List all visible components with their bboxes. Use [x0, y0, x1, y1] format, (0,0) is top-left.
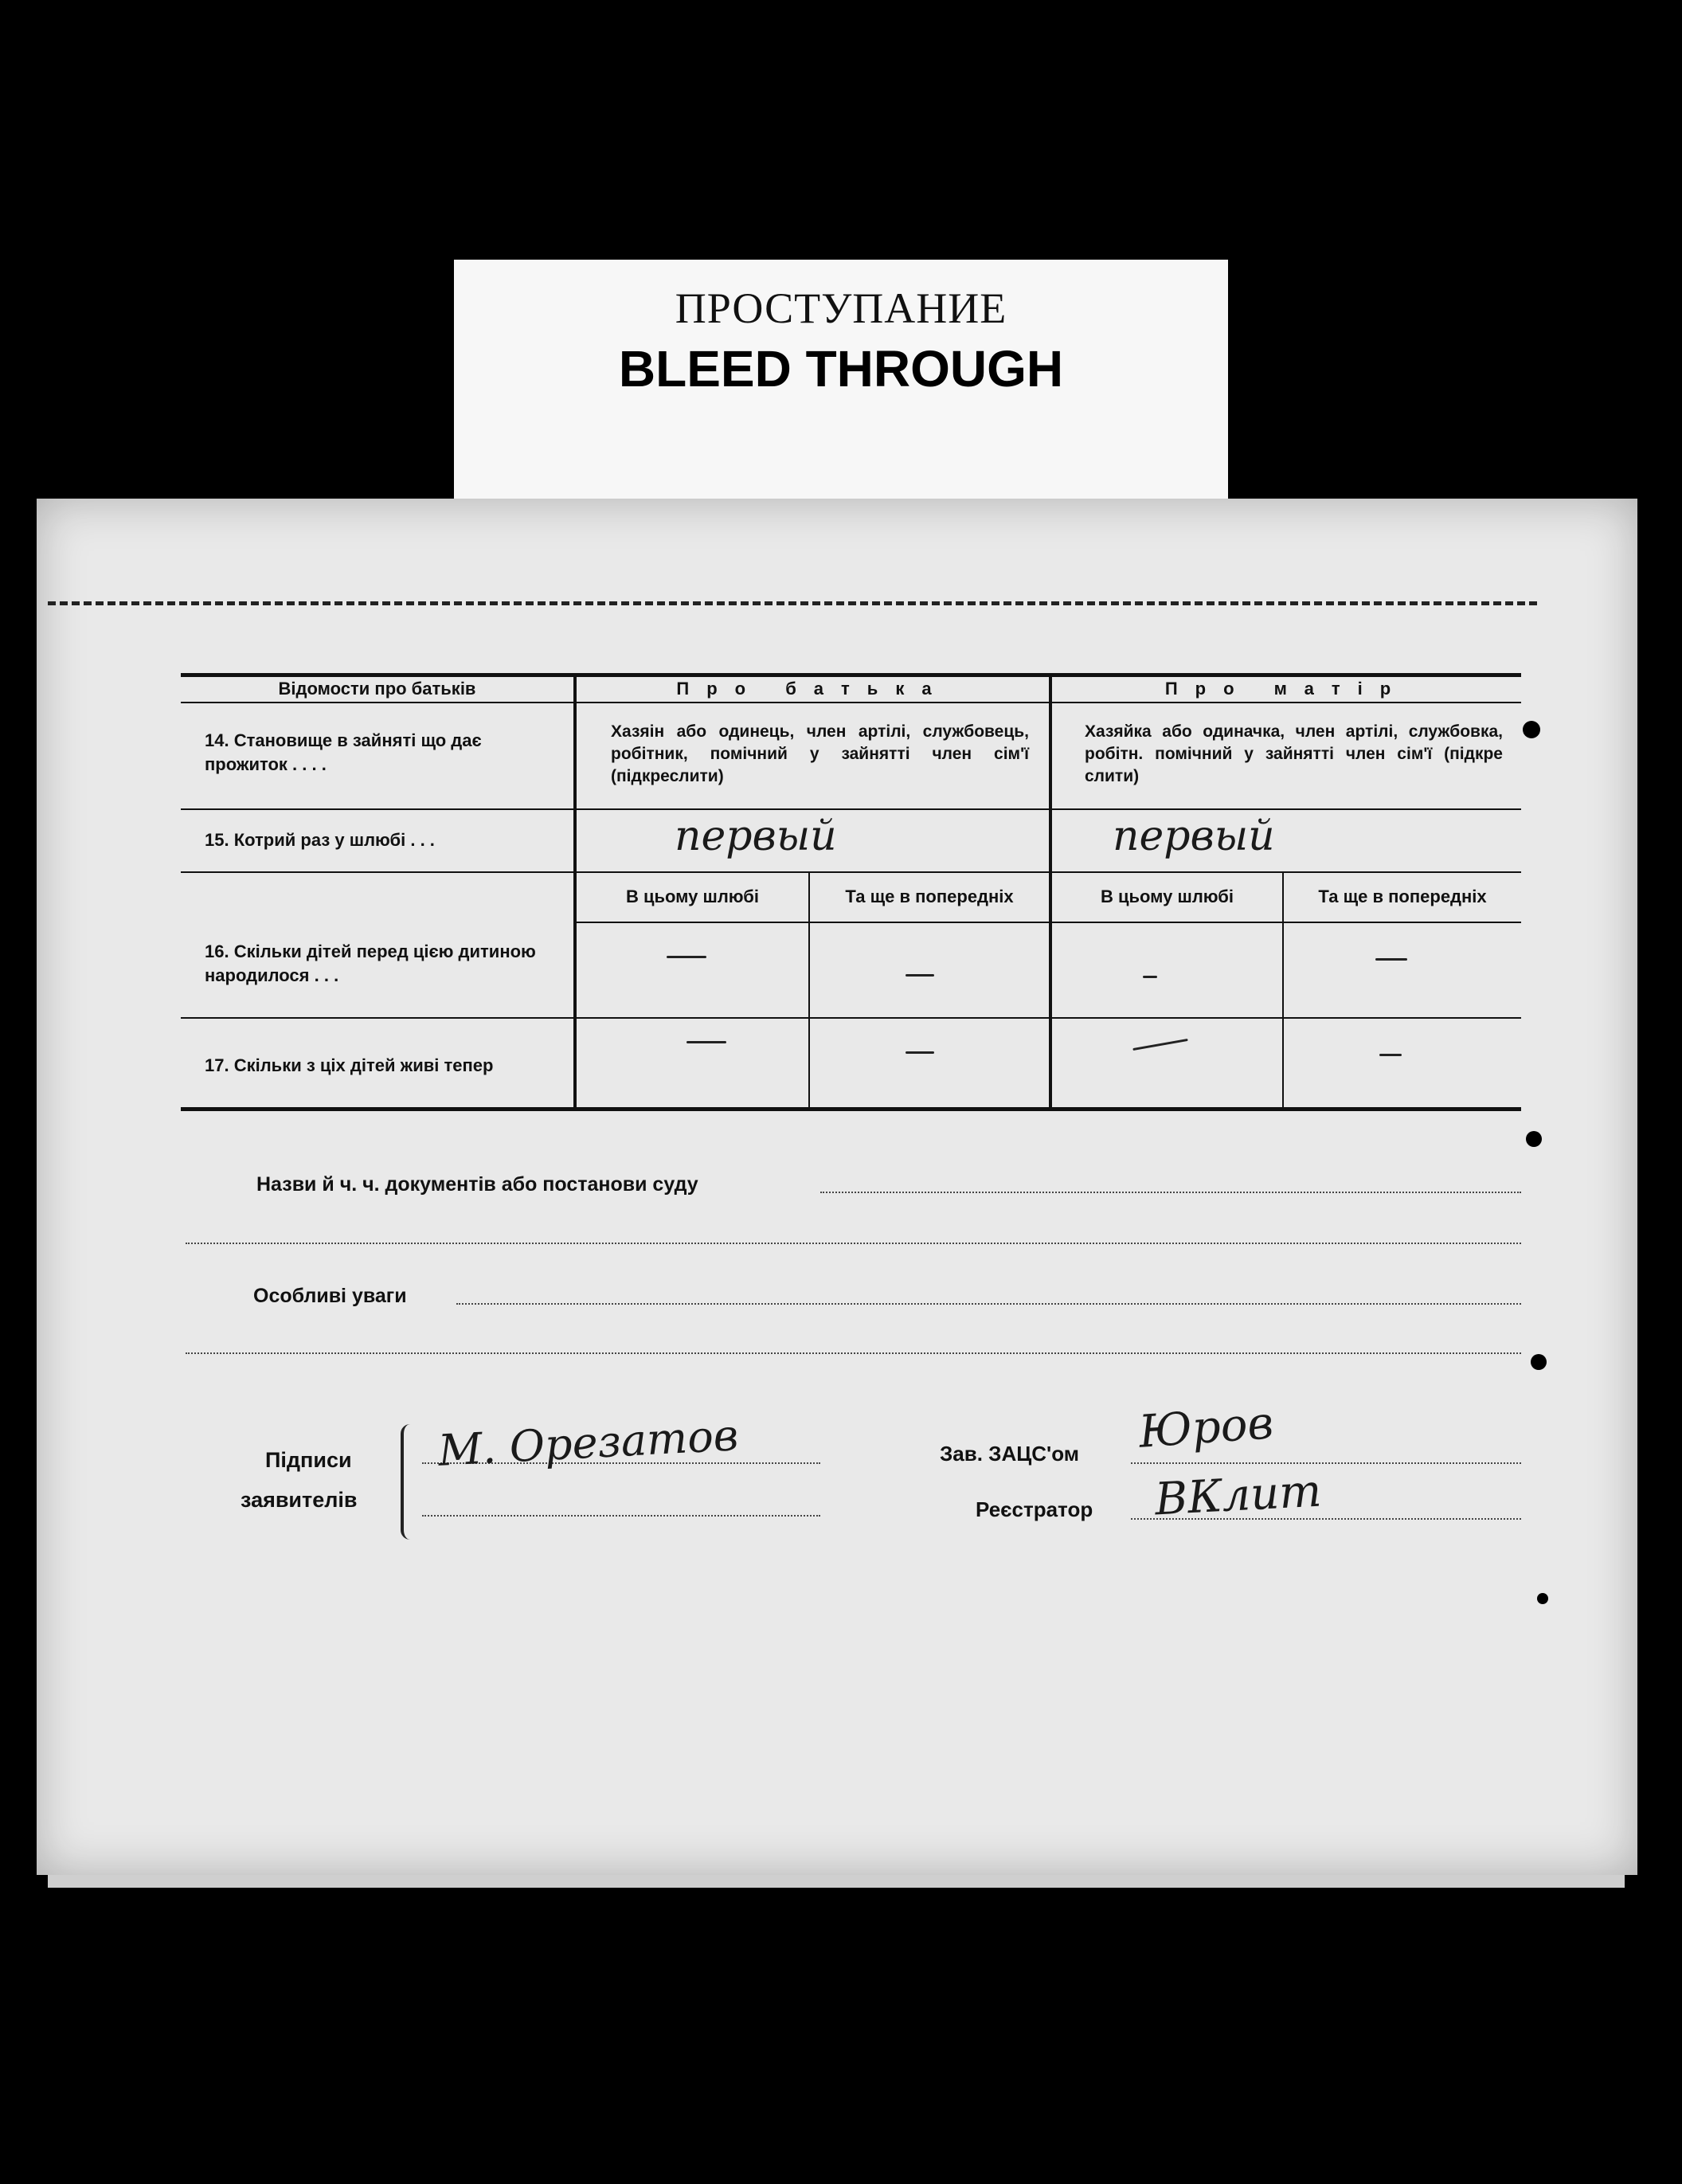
registrar-label: Реєстратор: [976, 1497, 1093, 1521]
row17-label: 17. Скільки з ціх дітей живі тепер: [205, 1055, 494, 1075]
row17-dash: [1132, 1039, 1187, 1051]
documents-line[interactable]: [820, 1192, 1521, 1193]
row17-dash: [1379, 1054, 1402, 1056]
applicants-brace: [401, 1424, 418, 1540]
row14-father-options: Хазяін або одинець, член артілі, службовець, робітник, помічний у зайнятті член сім'ї (підкреслити): [611, 722, 1029, 785]
head-signature-line[interactable]: [1131, 1462, 1521, 1464]
parents-info-table: [181, 673, 1521, 1110]
subheader-previous-father: Та ще в попередніх: [845, 887, 1014, 906]
row15-mother-handwritten: первый: [1113, 812, 1275, 860]
row16-label: 16. Скільки дітей перед цією дитиною народилося . . .: [205, 941, 536, 985]
row17-dash: [686, 1041, 726, 1043]
perforation-line: [48, 601, 1537, 605]
punch-hole: [1531, 1354, 1547, 1370]
applicant-signature: М. Орезатов: [436, 1410, 740, 1476]
head-signature: Юров: [1136, 1397, 1276, 1458]
applicant-signature-line-2[interactable]: [422, 1515, 820, 1517]
row14-mother-options: Хазяйка або одиначка, член артілі, службовка, робітн. помічний у зайнятті член сім'ї (підкре слити): [1085, 722, 1503, 785]
applicants-label-2: заявителів: [241, 1488, 358, 1512]
punch-hole: [1523, 721, 1540, 738]
applicants-label-1: Підписи: [265, 1448, 352, 1472]
row15-label: 15. Котрий раз у шлюбі . . .: [205, 830, 435, 850]
head-of-registry-label: Зав. ЗАЦС'ом: [940, 1442, 1079, 1466]
row16-dash: [906, 974, 934, 977]
bleed-through-card: [454, 260, 1228, 499]
punch-hole: [1526, 1131, 1542, 1147]
row17-dash: [906, 1051, 934, 1054]
row15-father-handwritten: первый: [675, 812, 837, 860]
card-title-en: BLEED THROUGH: [618, 340, 1064, 397]
documents-label: Назви й ч. ч. документів або постанови суду: [256, 1173, 698, 1196]
punch-hole: [1537, 1593, 1548, 1604]
row16-dash: [1375, 958, 1407, 961]
notes-line-2[interactable]: [186, 1352, 1521, 1354]
notes-label: Особливі уваги: [253, 1285, 407, 1307]
header-about-father: Про батька: [676, 679, 949, 699]
subheader-previous-mother: Та ще в попередніх: [1318, 887, 1487, 906]
subheader-this-marriage-father: В цьому шлюбі: [625, 887, 760, 906]
notes-line[interactable]: [456, 1303, 1521, 1305]
subheader-this-marriage-mother: В цьому шлюбі: [1100, 887, 1234, 906]
header-about-mother: Про матір: [1164, 679, 1409, 699]
row16-dash: [667, 956, 706, 958]
card-title-ru: ПРОСТУПАНИЕ: [675, 284, 1007, 332]
registrar-signature: ВКлит: [1153, 1465, 1323, 1526]
documents-line-2[interactable]: [186, 1243, 1521, 1244]
row14-label: 14. Становище в зайняті що дає прожиток . . . .: [205, 730, 482, 774]
header-parents-info: Відомости про батьків: [278, 679, 476, 699]
row16-dash: [1143, 976, 1157, 978]
